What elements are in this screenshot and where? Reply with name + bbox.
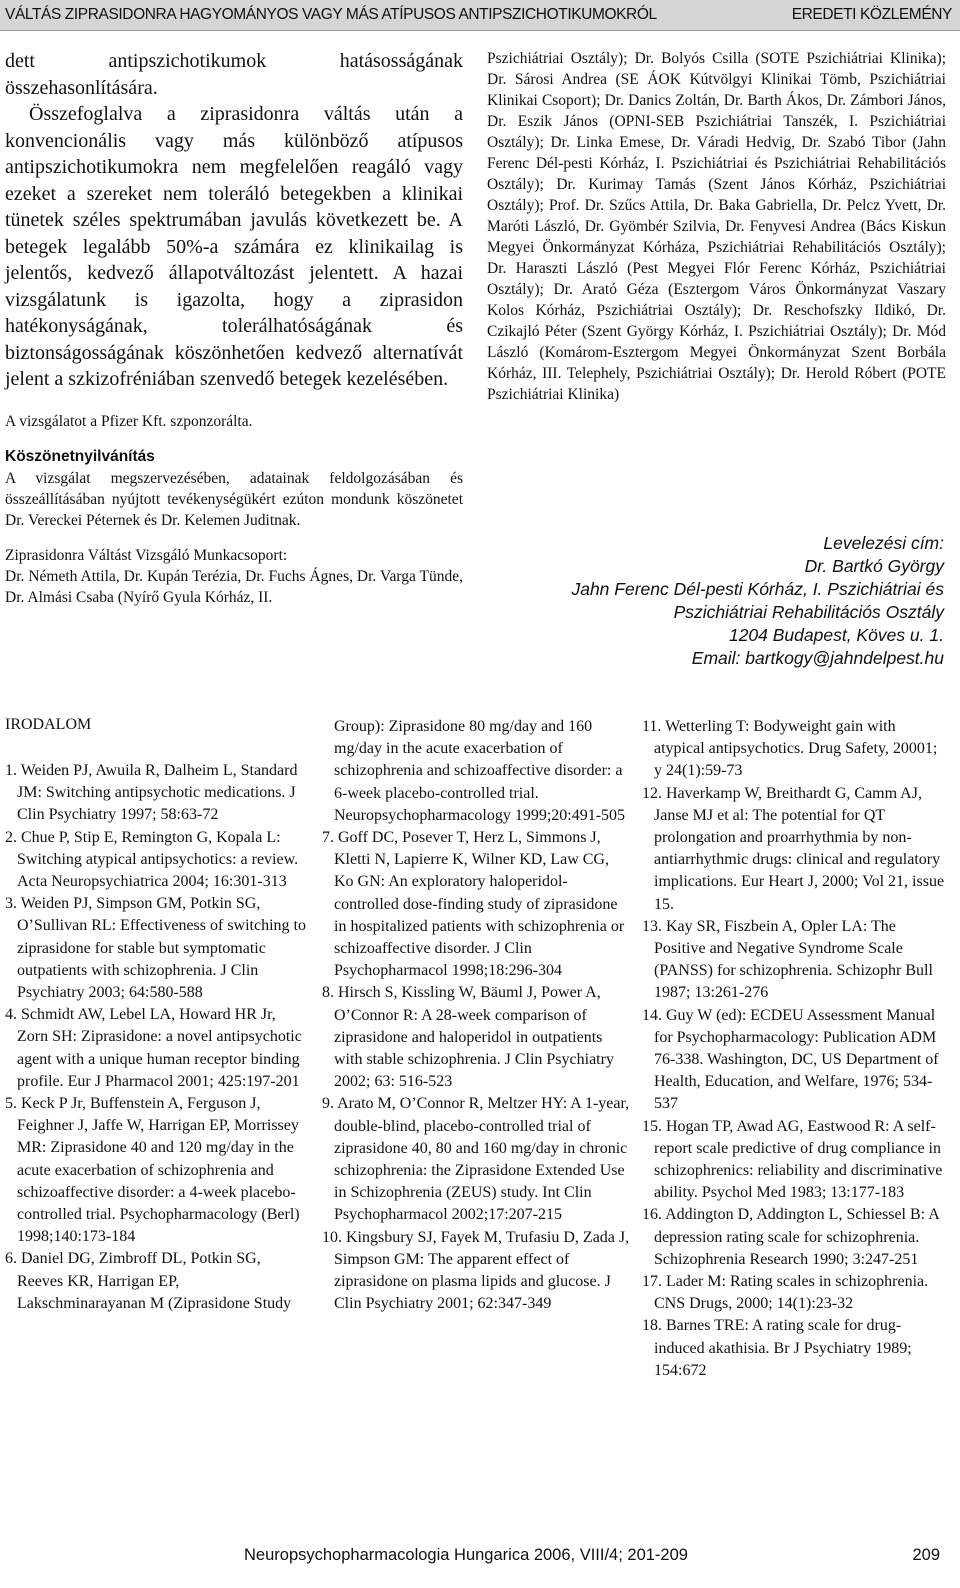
reference-item: 9. Arato M, O’Connor R, Meltzer HY: A 1-year, double-blind, placebo-controlled trial of ziprasidone 40, 80 and 160 mg/day in chronic schizophrenia: the Ziprasidone Extended Use in Schizophrenia (ZEUS) study. Int Clin Psychopharmacol 2002;17:207-215 [322, 1095, 630, 1224]
reference-item: 5. Keck P Jr, Buffenstein A, Ferguson J, Feighner J, Jaffe W, Harrigan EP, Morrissey MR: Ziprasidone 40 and 120 mg/day in the acute exacerbation of schizophrenia and schizoaffective disorder: a 4-week placebo-controlled trial. Psychopharmacology (Berl) 1998;140:173-184 [5, 1095, 300, 1246]
reference-item: 16. Addington D, Addington L, Schiessel B: A depression rating scale for schizophrenia. Schizophrenia Research 1990; 3:247-251 [642, 1206, 939, 1268]
correspondence-address [474, 532, 944, 670]
reference-item: 8. Hirsch S, Kissling W, Bäuml J, Power A, O’Connor R: A 28-week comparison of ziprasidone and haloperidol in outpatients with stable schizophrenia. J Clin Psychiatry 2002; 63: 516-523 [322, 984, 614, 1091]
reference-item: 12. Haverkamp W, Breithardt G, Camm AJ, Janse MJ et al: The potential for QT prolongation and proarrhythmia by non- antiarrhythmic drugs: clinical and regulatory implications. Eur Heart J, 2000; Vol 21, issue 15. [642, 784, 945, 913]
page-number: 209 [912, 1546, 940, 1564]
working-group-members-start: Dr. Németh Attila, Dr. Kupán Terézia, Dr. Fuchs Ágnes, Dr. Varga Tünde, Dr. Almási Csaba (Nyírő Gyula Kórház, II. [5, 567, 463, 606]
reference-item: 7. Goff DC, Posever T, Herz L, Simmons J, Kletti N, Lapierre K, Wilner KD, Law CG, Ko GN: An exploratory haloperidol-controlled dose-finding study of ziprasidone in hospitalized patients with schizophrenia or schizoaffective disorder. J Clin Psychopharmacol 1998;18:296-304 [322, 829, 625, 980]
reference-item: 18. Barnes TRE: A rating scale for drug-induced akathisia. Br J Psychiatry 1989; 154:672 [642, 1317, 912, 1379]
reference-item: 14. Guy W (ed): ECDEU Assessment Manual for Psychopharmacology: Publication ADM 76-338. Washington, DC, US Department of Health, Education, and Welfare, 1976; 534-537 [642, 1006, 939, 1113]
header-section-label: EREDETI KÖZLEMÉNY [791, 6, 952, 23]
working-group-heading: Ziprasidonra Váltást Vizsgáló Munkacsoport: [5, 546, 288, 564]
right-text-column [487, 48, 946, 405]
running-header [0, 0, 960, 31]
references-column-1 [5, 760, 310, 1315]
reference-item-continued: Group): Ziprasidone 80 mg/day and 160 mg/day in the acute exacerbation of schizophrenia and schizoaffective disorder: a 6-week placebo-controlled trial. Neuropsychopharmacology 1999;20:491-505 [334, 718, 626, 824]
references-column-2 [322, 716, 630, 1315]
reference-item: 13. Kay SR, Fiszbein A, Opler LA: The Positive and Negative Syndrome Scale (PANSS) for schizophrenia. Schizophr Bull 1987; 13:261-276 [642, 917, 933, 1002]
contact-label: Levelezési cím: [823, 533, 944, 553]
contact-street: 1204 Budapest, Köves u. 1. [728, 625, 944, 645]
reference-item: 11. Wetterling T: Bodyweight gain with atypical antipsychotics. Drug Safety, 20001; y 24(1):59-73 [642, 718, 938, 780]
reference-item: 17. Lader M: Rating scales in schizophrenia. CNS Drugs, 2000; 14(1):23-32 [642, 1273, 929, 1313]
reference-item: 4. Schmidt AW, Lebel LA, Howard HR Jr, Zorn SH: Ziprasidone: a novel antipsychotic agent with a unique human receptor binding profile. Eur J Pharmacol 2001; 425:197-201 [5, 1006, 302, 1090]
left-text-column [5, 48, 463, 608]
reference-item: 15. Hogan TP, Awad AG, Eastwood R: A self-report scale predictive of drug compliance in schizophrenics: reliability and discriminative ability. Psychol Med 1983; 13:177-183 [642, 1117, 943, 1202]
body-paragraph-1: dett antipszichotikumok hatásosságának összehasonlítására. [5, 50, 463, 99]
working-group-members-continued: Pszichiátriai Osztály); Dr. Bolyós Csilla (SOTE Pszichiátriai Klinika); Dr. Sárosi Andrea (SE ÁOK Kútvölgyi Klinikai Tömb, Pszichiátriai Klinikai Csoport); Dr. Danics Zoltán, Dr. Barth Ákos, Dr. Zámbori János, Dr. Eszik János (OPNI-SEB Pszichiátriai Tanszék, I. Pszichiátriai Osztály); Dr. Linka Emese, Dr. Váradi Hedvig, Dr. Szabó Tibor (Jahn Ferenc Dél-pesti Kórház, I. Pszichiátriai és Pszichiátriai Rehabilitációs Osztály); Dr. Kurimay Tamás (Szent János Kórház, Pszichiátriai Osztály); Prof. Dr. Szűcs Attila, Dr. Baka Gabriella, Dr. Pelcz Yvett, Dr. Maróti László, Dr. Gyömbér Szilvia, Dr. Fenyvesi Andrea (Bács Kiskun Megyei Önkormányzat Kórháza, Pszichiátriai Rehabilitációs Osztály); Dr. Haraszti László (Pest Megyei Flór Ferenc Kórház, Pszichiátriai Osztály); Dr. Arató Géza (Esztergom Város Önkormányzat Vaszary Kolos Kórház, Pszichiátriai Osztály); Dr. Reschofszky Ildikó, Dr. Czikajló Péter (Szent György Kórház, I. Pszichiátriai Osztály); Dr. Mód László (Komárom-Esztergom Megyei Önkormányzat Szent Borbála Kórház, III. Telephely, Pszichiátriai Osztály); Dr. Herold Róbert (POTE Pszichiátriai Klinika) [487, 50, 946, 403]
reference-item: 10. Kingsbury SJ, Fayek M, Trufasiu D, Zada J, Simpson GM: The apparent effect of ziprasidone on plasma lipids and glucose. J Clin Psychiatry 2001; 62:347-349 [322, 1228, 630, 1313]
contact-email: Email: bartkogy@jahndelpest.hu [691, 648, 944, 668]
body-paragraph-summary: Összefoglalva a ziprasidonra váltás után a konvencionális vagy más különböző atípusos antipszichotikumokra nem megfelelően reagáló vagy ezeket a szereket nem toleráló betegekben a klinikai tünetek széles spektrumában javulás következett be. A betegek legalább 50%-a számára ez klinikailag is jelentős, kedvező állapotváltozást jelentett. A hazai vizsgálatunk is igazolta, hogy a ziprasidon hatékonyságának, tolerálhatóságának és biztonságosságának köszönhetően kedvező alternatívát jelent a szkizofréniában szenvedő betegek kezelésében. [5, 103, 463, 390]
contact-department: Pszichiátriai Rehabilitációs Osztály [673, 602, 944, 622]
contact-institution: Jahn Ferenc Dél-pesti Kórház, I. Pszichiátriai és [571, 579, 944, 599]
references-heading: IRODALOM [5, 716, 92, 733]
acknowledgement-text: A vizsgálat megszervezésében, adatainak feldolgozásában és összeállításában nyújtott tevékenységükért ezúton mondunk köszönetet Dr. Vereckei Péternek és Dr. Kelemen Juditnak. [5, 469, 463, 529]
reference-item: 1. Weiden PJ, Awuila R, Dalheim L, Standard JM: Switching antipsychotic medications. J Clin Psychiatry 1997; 58:63-72 [5, 762, 298, 824]
reference-item: 2. Chue P, Stip E, Remington G, Kopala L: Switching atypical antipsychotics: a review. Acta Neuropsychiatrica 2004; 16:301-313 [5, 828, 299, 891]
references-column-3 [642, 716, 947, 1382]
acknowledgement-heading: Köszönetnyilvánítás [5, 447, 155, 465]
contact-name: Dr. Bartkó György [804, 556, 944, 576]
reference-item: 6. Daniel DG, Zimbroff DL, Potkin SG, Reeves KR, Harrigan EP, Lakschminarayanan M (Ziprasidone Study [5, 1250, 292, 1312]
header-title: VÁLTÁS ZIPRASIDONRA HAGYOMÁNYOS VAGY MÁS ATÍPUSOS ANTIPSZICHOTIKUMOKRÓL [5, 6, 657, 23]
sponsor-note: A vizsgálatot a Pfizer Kft. szponzorálta. [5, 412, 253, 430]
journal-citation: Neuropsychopharmacologia Hungarica 2006, VIII/4; 201-209 [244, 1546, 688, 1564]
reference-item: 3. Weiden PJ, Simpson GM, Potkin SG, O’Sullivan RL: Effectiveness of switching to ziprasidone for stable but symptomatic outpatients with schizophrenia. J Clin Psychiatry 2003; 64:580-588 [5, 895, 306, 1002]
